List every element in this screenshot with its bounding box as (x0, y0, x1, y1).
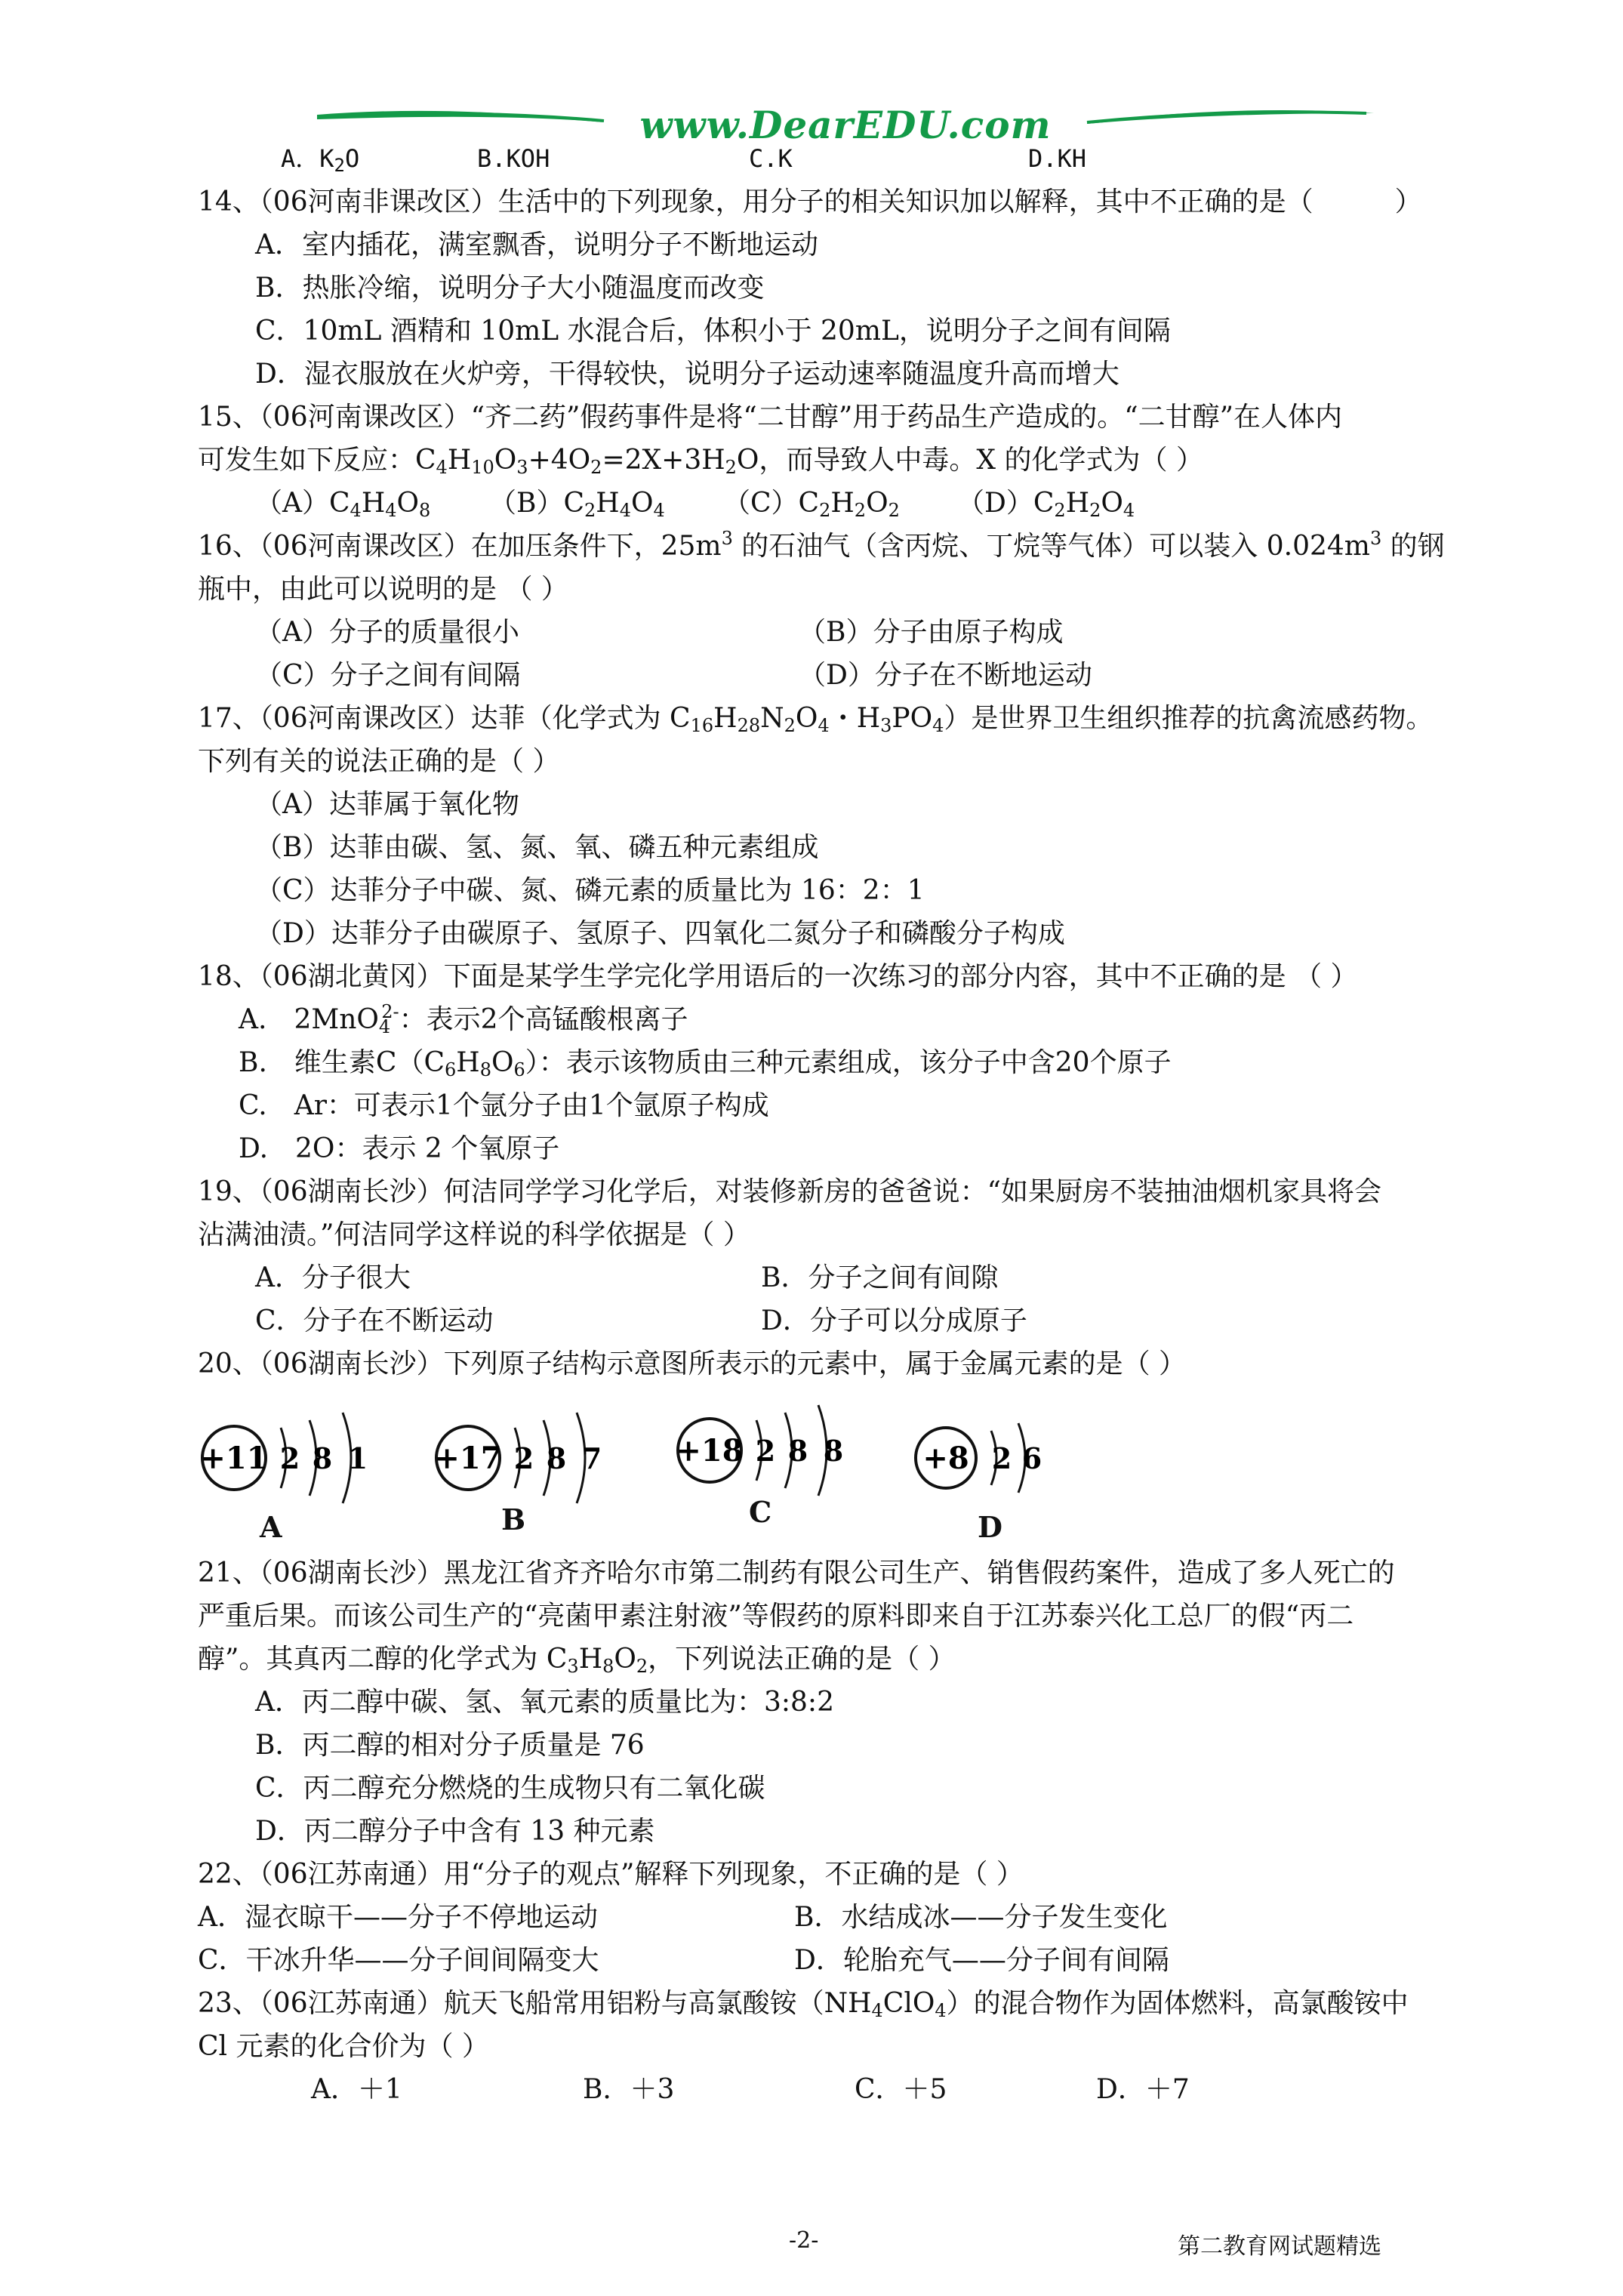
prev-question-options (198, 137, 1466, 180)
question-23-option-a: A．＋1 (311, 2074, 402, 2105)
question-19-options-row1 (198, 1256, 1466, 1299)
atom-c-nucleus: +18 (676, 1433, 744, 1469)
question-21-option-d: D．丙二醇分子中含有 13 种元素 (255, 1816, 655, 1847)
question-16-options-row2 (198, 654, 1466, 697)
question-18-option-c: C. Ar：可表示1个氩分子由1个氩原子构成 (239, 1090, 769, 1121)
question-21-option-b: B．丙二醇的相对分子质量是 76 (255, 1730, 645, 1761)
atom-c-label: C (749, 1495, 772, 1529)
question-22-option-d: D．轮胎充气——分子间有间隔 (794, 1945, 1169, 1976)
question-21-stem-line3: 醇”。其真丙二醇的化学式为 $C_3H_8O_2$，下列说法正确的是（ ） (198, 1644, 956, 1677)
atom-a-shell-1: 2 (279, 1441, 300, 1475)
question-21-stem-line2: 严重后果。而该公司生产的“亮菌甲素注射液”等假药的原料即来自于江苏泰兴化工总厂的假“丙二 (198, 1601, 1354, 1632)
atom-diagram-b (432, 1393, 681, 1544)
question-16-stem-line2: 瓶中，由此可以说明的是 （ ） (198, 574, 568, 605)
question-16-option-b: （B）分子由原子构成 (799, 617, 1064, 648)
question-14-option-a: A．室内插花，满室飘香，说明分子不断地运动 (255, 230, 818, 260)
question-15-stem-line2: 可发生如下反应：$C_4H_{10}O_3+4O_2=2X+3H_2O$，而导致人中毒。X 的化学式为（ ） (198, 445, 1203, 478)
atom-b-shell-3: 7 (581, 1441, 602, 1475)
atom-diagram-c (673, 1393, 922, 1544)
atom-d-label: D (978, 1510, 1002, 1544)
question-23-stem-line2: Cl 元素的化合价为（ ） (198, 2031, 489, 2062)
question-15-stem-line1: 15、（06河南课改区）“齐二药”假药事件是将“二甘醇”用于药品生产造成的。“二甘醇”在人体内 (198, 402, 1343, 433)
question-21-stem-line1: 21、（06湖南长沙）黑龙江省齐齐哈尔市第二制药有限公司生产、销售假药案件，造成了多人死亡的 (198, 1558, 1395, 1589)
question-22-option-c: C．干冰升华——分子间间隔变大 (198, 1945, 599, 1976)
atom-b-shell-2: 8 (546, 1441, 567, 1475)
option-c: C.K (749, 144, 793, 173)
question-19-option-d: D．分子可以分成原子 (761, 1305, 1027, 1336)
atom-a-shell-3: 1 (347, 1441, 368, 1475)
atom-c-shell-1: 2 (755, 1434, 776, 1468)
question-15-option-a: $(A)C_4H_4O_8$ (255, 488, 431, 521)
atom-a-nucleus: +11 (200, 1441, 268, 1476)
question-22-options-row2 (198, 1939, 1466, 1982)
question-23-option-b: B．＋3 (583, 2074, 675, 2105)
question-16-option-a: （A）分子的质量很小 (255, 617, 519, 648)
question-21-option-c: C．丙二醇充分燃烧的生成物只有二氧化碳 (255, 1773, 765, 1804)
page-number: -2- (789, 2227, 819, 2254)
site-logo: www.DearEDU.com (639, 103, 1052, 147)
footer-site-name: 第二教育网试题精选 (1178, 2233, 1381, 2260)
atom-diagram-a (198, 1393, 447, 1544)
option-a: A．$K_2O$ (281, 144, 360, 176)
question-15-option-c: $(C)C_2H_2O_2$ (723, 488, 900, 521)
option-b: B.KOH (477, 144, 550, 173)
question-17-option-d: （D）达菲分子由碳原子、氢原子、四氧化二氮分子和磷酸分子构成 (255, 918, 1065, 949)
atom-a-label: A (260, 1510, 282, 1544)
question-17-stem-line1: 17、（06河南课改区）达菲（化学式为 $C_{16}H_{28}N_2O_4$・$H_3PO_4$）是世界卫生组织推荐的抗禽流感药物。 (198, 703, 1434, 736)
question-list (198, 137, 1466, 2111)
question-17-option-b: （B）达菲由碳、氢、氮、氧、磷五种元素组成 (255, 832, 819, 863)
question-18-option-a: A. 2MnO$_4^{2-}$：表示2个高锰酸根离子 (239, 1001, 688, 1037)
question-15-option-b: $(B)C_2H_4O_4$ (489, 488, 665, 521)
question-19-option-c: C．分子在不断运动 (255, 1305, 494, 1336)
question-19-option-a: A．分子很大 (255, 1262, 411, 1293)
atom-b-nucleus: +17 (434, 1441, 502, 1476)
question-18-option-b: B. 维生素$C(C_6H_8O_6)$：表示该物质由三种元素组成，该分子中含20个原子 (239, 1047, 1172, 1080)
question-22-option-b: B．水结成冰——分子发生变化 (794, 1902, 1168, 1933)
atom-d-nucleus: +8 (922, 1441, 969, 1476)
atom-c-shell-2: 8 (787, 1434, 808, 1468)
question-20-stem: 20、（06湖南长沙）下列原子结构示意图所表示的元素中，属于金属元素的是（ ） (198, 1348, 1187, 1379)
question-19-options-row2 (198, 1299, 1466, 1342)
question-16-option-d: （D）分子在不断地运动 (799, 660, 1092, 691)
atom-diagram-d (911, 1393, 1160, 1544)
question-15-options (198, 482, 1466, 525)
question-17-option-c: （C）达菲分子中碳、氮、磷元素的质量比为 16：2：1 (255, 875, 925, 906)
question-23-options (198, 2068, 1466, 2111)
question-14-stem: 14、（06河南非课改区）生活中的下列现象，用分子的相关知识加以解释，其中不正确的是（ ） (198, 186, 1422, 217)
question-21-option-a: A．丙二醇中碳、氢、氧元素的质量比为：3:8:2 (255, 1687, 834, 1718)
question-16-stem-line1: 16、（06河南课改区）在加压条件下，$25m^3$ 的石油气（含丙烷、丁烷等气体）可以装入 $0.024m^3$ 的钢 (198, 528, 1445, 562)
atom-d-shell-2: 6 (1021, 1441, 1042, 1475)
question-14-option-d: D．湿衣服放在火炉旁，干得较快，说明分子运动速率随温度升高而增大 (255, 359, 1119, 390)
question-17-option-a: （A）达菲属于氧化物 (255, 789, 519, 820)
question-14-option-c: C．10mL 酒精和 10mL 水混合后，体积小于 20mL，说明分子之间有间隔 (255, 316, 1171, 347)
question-15-option-d: $(D)C_2H_2O_4$ (957, 488, 1135, 521)
atomic-structure-diagrams (198, 1393, 1466, 1544)
question-23-option-c: C．＋5 (855, 2074, 947, 2105)
question-23-option-d: D．＋7 (1096, 2074, 1190, 2105)
atom-b-label: B (501, 1502, 526, 1536)
question-19-option-b: B．分子之间有间隙 (761, 1262, 999, 1293)
question-16-option-c: （C）分子之间有间隔 (255, 660, 521, 691)
question-19-stem-line2: 沾满油渍。”何洁同学这样说的科学依据是（ ） (198, 1219, 750, 1250)
question-22-option-a: A．湿衣晾干——分子不停地运动 (198, 1902, 598, 1933)
question-16-options-row1 (198, 611, 1466, 654)
question-18-stem: 18、（06湖北黄冈）下面是某学生学完化学用语后的一次练习的部分内容，其中不正确的是 （ ） (198, 961, 1358, 992)
atom-a-shell-2: 8 (312, 1441, 333, 1475)
question-14-option-b: B．热胀冷缩，说明分子大小随温度而改变 (255, 273, 765, 304)
question-22-options-row1 (198, 1896, 1466, 1939)
option-d: D.KH (1028, 144, 1087, 173)
question-23-stem-line1: 23、（06江苏南通）航天飞船常用铝粉与高氯酸铵$(NH_4ClO_4)$的混合物作为固体燃料，高氯酸铵中 (198, 1988, 1409, 2021)
question-18-option-d: D. 2O：表示 2 个氧原子 (239, 1133, 560, 1164)
question-19-stem-line1: 19、（06湖南长沙）何洁同学学习化学后，对装修新房的爸爸说：“如果厨房不装抽油烟机家具将会 (198, 1176, 1382, 1207)
atom-c-shell-3: 8 (823, 1434, 844, 1468)
question-22-stem: 22、（06江苏南通）用“分子的观点”解释下列现象，不正确的是（ ） (198, 1859, 1024, 1890)
question-17-stem-line2: 下列有关的说法正确的是（ ） (198, 746, 560, 777)
atom-d-shell-1: 2 (991, 1441, 1012, 1475)
atom-b-shell-1: 2 (513, 1441, 534, 1475)
